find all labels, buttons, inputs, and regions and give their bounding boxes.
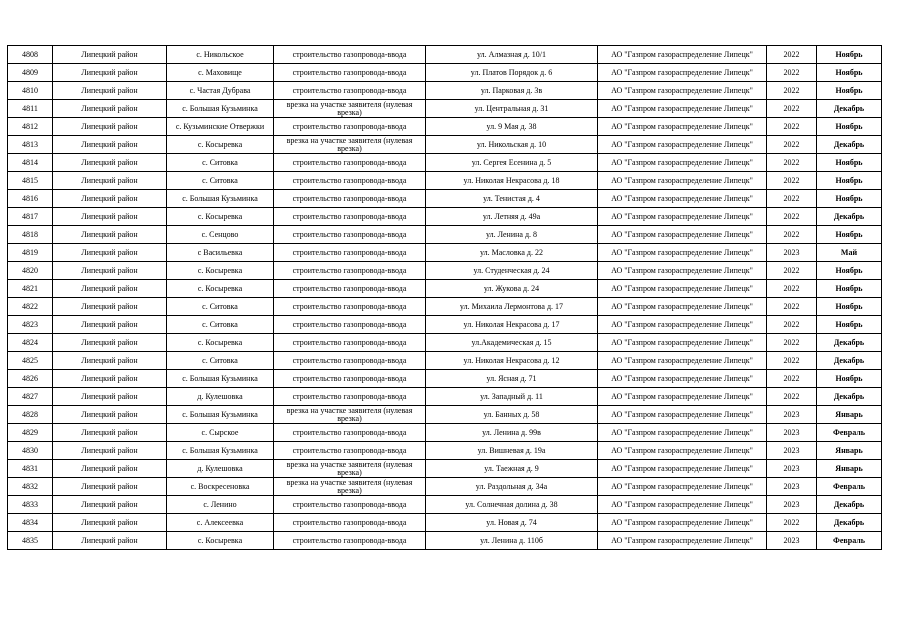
row-number-cell: 4834 — [8, 514, 53, 532]
organization-cell: АО "Газпром газораспределение Липецк" — [598, 100, 767, 118]
table-row — [8, 100, 882, 118]
organization-cell: АО "Газпром газораспределение Липецк" — [598, 478, 767, 496]
organization-cell: АО "Газпром газораспределение Липецк" — [598, 406, 767, 424]
address-cell: ул. Таежная д. 9 — [426, 460, 598, 478]
work-type-cell: строительство газопровода-ввода — [274, 334, 426, 352]
month-cell: Ноябрь — [817, 370, 882, 388]
year-cell: 2022 — [767, 64, 817, 82]
work-type-cell: строительство газопровода-ввода — [274, 82, 426, 100]
row-number-cell: 4822 — [8, 298, 53, 316]
year-cell: 2022 — [767, 190, 817, 208]
address-cell: ул. Ленина д. 8 — [426, 226, 598, 244]
month-cell: Ноябрь — [817, 82, 882, 100]
row-number-cell: 4829 — [8, 424, 53, 442]
table-row — [8, 154, 882, 172]
month-cell: Декабрь — [817, 334, 882, 352]
table-row — [8, 298, 882, 316]
settlement-cell: с Васильевка — [167, 244, 274, 262]
month-cell: Февраль — [817, 478, 882, 496]
month-cell: Ноябрь — [817, 316, 882, 334]
work-type-cell: строительство газопровода-ввода — [274, 226, 426, 244]
work-type-cell: строительство газопровода-ввода — [274, 388, 426, 406]
table-row — [8, 442, 882, 460]
settlement-cell: с. Маховище — [167, 64, 274, 82]
year-cell: 2022 — [767, 388, 817, 406]
district-cell: Липецкий район — [53, 100, 167, 118]
district-cell: Липецкий район — [53, 334, 167, 352]
address-cell: ул. Центральная д. 31 — [426, 100, 598, 118]
month-cell: Май — [817, 244, 882, 262]
organization-cell: АО "Газпром газораспределение Липецк" — [598, 298, 767, 316]
work-type-cell: строительство газопровода-ввода — [274, 46, 426, 64]
work-type-cell: строительство газопровода-ввода — [274, 190, 426, 208]
month-cell: Декабрь — [817, 514, 882, 532]
year-cell: 2022 — [767, 370, 817, 388]
district-cell: Липецкий район — [53, 442, 167, 460]
district-cell: Липецкий район — [53, 370, 167, 388]
settlement-cell: д. Кулешовка — [167, 388, 274, 406]
district-cell: Липецкий район — [53, 262, 167, 280]
organization-cell: АО "Газпром газораспределение Липецк" — [598, 82, 767, 100]
year-cell: 2022 — [767, 136, 817, 154]
row-number-cell: 4814 — [8, 154, 53, 172]
month-cell: Декабрь — [817, 100, 882, 118]
row-number-cell: 4819 — [8, 244, 53, 262]
work-type-cell: строительство газопровода-ввода — [274, 316, 426, 334]
table-row — [8, 316, 882, 334]
work-type-cell: строительство газопровода-ввода — [274, 208, 426, 226]
table-row — [8, 532, 882, 550]
settlement-cell: с. Кузьминские Отвержки — [167, 118, 274, 136]
address-cell: ул. Жукова д. 24 — [426, 280, 598, 298]
table-row — [8, 118, 882, 136]
organization-cell: АО "Газпром газораспределение Липецк" — [598, 532, 767, 550]
organization-cell: АО "Газпром газораспределение Липецк" — [598, 334, 767, 352]
work-type-cell: врезка на участке заявителя (нулевая врезка) — [274, 100, 426, 118]
settlement-cell: с. Косыревка — [167, 280, 274, 298]
organization-cell: АО "Газпром газораспределение Липецк" — [598, 280, 767, 298]
settlement-cell: с. Никольское — [167, 46, 274, 64]
settlement-cell: с. Ситовка — [167, 352, 274, 370]
district-cell: Липецкий район — [53, 280, 167, 298]
district-cell: Липецкий район — [53, 82, 167, 100]
table-row — [8, 190, 882, 208]
district-cell: Липецкий район — [53, 190, 167, 208]
address-cell: ул.Академическая д. 15 — [426, 334, 598, 352]
organization-cell: АО "Газпром газораспределение Липецк" — [598, 388, 767, 406]
organization-cell: АО "Газпром газораспределение Липецк" — [598, 208, 767, 226]
work-type-cell: врезка на участке заявителя (нулевая врезка) — [274, 460, 426, 478]
settlement-cell: с. Ситовка — [167, 298, 274, 316]
work-type-cell: строительство газопровода-ввода — [274, 262, 426, 280]
address-cell: ул. Летняя д. 49а — [426, 208, 598, 226]
address-cell: ул. Вишневая д. 19а — [426, 442, 598, 460]
address-cell: ул. Николая Некрасова д. 18 — [426, 172, 598, 190]
address-cell: ул. Ленина д. 99в — [426, 424, 598, 442]
year-cell: 2023 — [767, 478, 817, 496]
address-cell: ул. Новая д. 74 — [426, 514, 598, 532]
month-cell: Ноябрь — [817, 280, 882, 298]
district-cell: Липецкий район — [53, 208, 167, 226]
address-cell: ул. Ясная д. 71 — [426, 370, 598, 388]
settlement-cell: с. Частая Дубрава — [167, 82, 274, 100]
table-row — [8, 280, 882, 298]
organization-cell: АО "Газпром газораспределение Липецк" — [598, 496, 767, 514]
address-cell: ул. Банных д. 58 — [426, 406, 598, 424]
row-number-cell: 4832 — [8, 478, 53, 496]
month-cell: Декабрь — [817, 208, 882, 226]
table-row — [8, 82, 882, 100]
year-cell: 2023 — [767, 442, 817, 460]
settlement-cell: с. Косыревка — [167, 208, 274, 226]
row-number-cell: 4811 — [8, 100, 53, 118]
organization-cell: АО "Газпром газораспределение Липецк" — [598, 154, 767, 172]
month-cell: Ноябрь — [817, 226, 882, 244]
row-number-cell: 4833 — [8, 496, 53, 514]
month-cell: Ноябрь — [817, 262, 882, 280]
district-cell: Липецкий район — [53, 316, 167, 334]
settlement-cell: с. Косыревка — [167, 334, 274, 352]
district-cell: Липецкий район — [53, 424, 167, 442]
row-number-cell: 4817 — [8, 208, 53, 226]
work-type-cell: врезка на участке заявителя (нулевая врезка) — [274, 406, 426, 424]
district-cell: Липецкий район — [53, 406, 167, 424]
row-number-cell: 4821 — [8, 280, 53, 298]
settlement-cell: с. Большая Кузьминка — [167, 442, 274, 460]
table-row — [8, 352, 882, 370]
month-cell: Ноябрь — [817, 118, 882, 136]
table-row — [8, 406, 882, 424]
organization-cell: АО "Газпром газораспределение Липецк" — [598, 244, 767, 262]
address-cell: ул. Студенческая д. 24 — [426, 262, 598, 280]
district-cell: Липецкий район — [53, 172, 167, 190]
district-cell: Липецкий район — [53, 514, 167, 532]
work-type-cell: строительство газопровода-ввода — [274, 172, 426, 190]
organization-cell: АО "Газпром газораспределение Липецк" — [598, 370, 767, 388]
work-type-cell: строительство газопровода-ввода — [274, 244, 426, 262]
table-row — [8, 172, 882, 190]
work-type-cell: строительство газопровода-ввода — [274, 64, 426, 82]
organization-cell: АО "Газпром газораспределение Липецк" — [598, 136, 767, 154]
work-type-cell: строительство газопровода-ввода — [274, 496, 426, 514]
table-row — [8, 460, 882, 478]
settlement-cell: с. Косыревка — [167, 136, 274, 154]
organization-cell: АО "Газпром газораспределение Липецк" — [598, 172, 767, 190]
organization-cell: АО "Газпром газораспределение Липецк" — [598, 316, 767, 334]
work-type-cell: строительство газопровода-ввода — [274, 424, 426, 442]
table-row — [8, 244, 882, 262]
organization-cell: АО "Газпром газораспределение Липецк" — [598, 118, 767, 136]
address-cell: ул. Николая Некрасова д. 12 — [426, 352, 598, 370]
address-cell: ул. 9 Мая д. 38 — [426, 118, 598, 136]
table-row — [8, 370, 882, 388]
organization-cell: АО "Газпром газораспределение Липецк" — [598, 442, 767, 460]
organization-cell: АО "Газпром газораспределение Липецк" — [598, 190, 767, 208]
address-cell: ул. Западный д. 11 — [426, 388, 598, 406]
work-type-cell: строительство газопровода-ввода — [274, 298, 426, 316]
work-type-cell: строительство газопровода-ввода — [274, 118, 426, 136]
settlement-cell: с. Косыревка — [167, 532, 274, 550]
year-cell: 2023 — [767, 424, 817, 442]
settlement-cell: д. Кулешовка — [167, 460, 274, 478]
settlement-cell: с. Алексеевка — [167, 514, 274, 532]
row-number-cell: 4812 — [8, 118, 53, 136]
year-cell: 2022 — [767, 280, 817, 298]
district-cell: Липецкий район — [53, 496, 167, 514]
organization-cell: АО "Газпром газораспределение Липецк" — [598, 424, 767, 442]
address-cell: ул. Михаила Лермонтова д. 17 — [426, 298, 598, 316]
row-number-cell: 4825 — [8, 352, 53, 370]
settlement-cell: с. Большая Кузьминка — [167, 370, 274, 388]
year-cell: 2022 — [767, 352, 817, 370]
table-row — [8, 46, 882, 64]
year-cell: 2023 — [767, 496, 817, 514]
district-cell: Липецкий район — [53, 352, 167, 370]
district-cell: Липецкий район — [53, 118, 167, 136]
month-cell: Ноябрь — [817, 172, 882, 190]
table-row — [8, 334, 882, 352]
settlement-cell: с. Большая Кузьминка — [167, 406, 274, 424]
address-cell: ул. Алмазная д. 10/1 — [426, 46, 598, 64]
row-number-cell: 4816 — [8, 190, 53, 208]
district-cell: Липецкий район — [53, 46, 167, 64]
settlement-cell: с. Воскресеновка — [167, 478, 274, 496]
settlement-cell: с. Ситовка — [167, 172, 274, 190]
year-cell: 2022 — [767, 262, 817, 280]
settlement-cell: с. Большая Кузьминка — [167, 100, 274, 118]
table-body — [8, 46, 882, 550]
table-row — [8, 136, 882, 154]
district-cell: Липецкий район — [53, 532, 167, 550]
month-cell: Декабрь — [817, 352, 882, 370]
month-cell: Декабрь — [817, 496, 882, 514]
organization-cell: АО "Газпром газораспределение Липецк" — [598, 46, 767, 64]
district-cell: Липецкий район — [53, 388, 167, 406]
table-row — [8, 226, 882, 244]
year-cell: 2022 — [767, 172, 817, 190]
table-row — [8, 64, 882, 82]
table-row — [8, 262, 882, 280]
settlement-cell: с. Сенцово — [167, 226, 274, 244]
organization-cell: АО "Газпром газораспределение Липецк" — [598, 262, 767, 280]
row-number-cell: 4823 — [8, 316, 53, 334]
row-number-cell: 4809 — [8, 64, 53, 82]
row-number-cell: 4831 — [8, 460, 53, 478]
district-cell: Липецкий район — [53, 154, 167, 172]
row-number-cell: 4813 — [8, 136, 53, 154]
year-cell: 2022 — [767, 298, 817, 316]
settlement-cell: с. Ситовка — [167, 154, 274, 172]
year-cell: 2022 — [767, 208, 817, 226]
table-row — [8, 208, 882, 226]
address-cell: ул. Ленина д. 110б — [426, 532, 598, 550]
month-cell: Январь — [817, 460, 882, 478]
year-cell: 2022 — [767, 514, 817, 532]
work-type-cell: строительство газопровода-ввода — [274, 532, 426, 550]
document-page — [7, 45, 881, 550]
year-cell: 2022 — [767, 334, 817, 352]
year-cell: 2023 — [767, 532, 817, 550]
month-cell: Ноябрь — [817, 154, 882, 172]
address-cell: ул. Масловка д. 22 — [426, 244, 598, 262]
address-cell: ул. Николая Некрасова д. 17 — [426, 316, 598, 334]
district-cell: Липецкий район — [53, 64, 167, 82]
district-cell: Липецкий район — [53, 478, 167, 496]
address-cell: ул. Парковая д. 3в — [426, 82, 598, 100]
work-type-cell: врезка на участке заявителя (нулевая врезка) — [274, 478, 426, 496]
month-cell: Декабрь — [817, 388, 882, 406]
organization-cell: АО "Газпром газораспределение Липецк" — [598, 64, 767, 82]
organization-cell: АО "Газпром газораспределение Липецк" — [598, 514, 767, 532]
row-number-cell: 4818 — [8, 226, 53, 244]
month-cell: Январь — [817, 442, 882, 460]
settlement-cell: с. Ленино — [167, 496, 274, 514]
gas-connection-table — [7, 45, 882, 550]
month-cell: Ноябрь — [817, 298, 882, 316]
row-number-cell: 4820 — [8, 262, 53, 280]
table-row — [8, 478, 882, 496]
row-number-cell: 4808 — [8, 46, 53, 64]
organization-cell: АО "Газпром газораспределение Липецк" — [598, 352, 767, 370]
row-number-cell: 4826 — [8, 370, 53, 388]
work-type-cell: строительство газопровода-ввода — [274, 370, 426, 388]
organization-cell: АО "Газпром газораспределение Липецк" — [598, 460, 767, 478]
year-cell: 2022 — [767, 226, 817, 244]
table-row — [8, 424, 882, 442]
work-type-cell: врезка на участке заявителя (нулевая врезка) — [274, 136, 426, 154]
address-cell: ул. Раздольная д. 34а — [426, 478, 598, 496]
address-cell: ул. Сергея Есенина д. 5 — [426, 154, 598, 172]
month-cell: Декабрь — [817, 136, 882, 154]
address-cell: ул. Никольская д. 10 — [426, 136, 598, 154]
row-number-cell: 4810 — [8, 82, 53, 100]
organization-cell: АО "Газпром газораспределение Липецк" — [598, 226, 767, 244]
table-row — [8, 496, 882, 514]
year-cell: 2022 — [767, 316, 817, 334]
row-number-cell: 4824 — [8, 334, 53, 352]
row-number-cell: 4815 — [8, 172, 53, 190]
year-cell: 2022 — [767, 100, 817, 118]
year-cell: 2023 — [767, 244, 817, 262]
row-number-cell: 4828 — [8, 406, 53, 424]
district-cell: Липецкий район — [53, 244, 167, 262]
month-cell: Ноябрь — [817, 64, 882, 82]
year-cell: 2022 — [767, 154, 817, 172]
year-cell: 2022 — [767, 82, 817, 100]
row-number-cell: 4835 — [8, 532, 53, 550]
table-row — [8, 514, 882, 532]
month-cell: Январь — [817, 406, 882, 424]
settlement-cell: с. Ситовка — [167, 316, 274, 334]
district-cell: Липецкий район — [53, 298, 167, 316]
work-type-cell: строительство газопровода-ввода — [274, 154, 426, 172]
month-cell: Февраль — [817, 424, 882, 442]
settlement-cell: с. Сырское — [167, 424, 274, 442]
year-cell: 2023 — [767, 460, 817, 478]
month-cell: Февраль — [817, 532, 882, 550]
row-number-cell: 4830 — [8, 442, 53, 460]
work-type-cell: строительство газопровода-ввода — [274, 514, 426, 532]
row-number-cell: 4827 — [8, 388, 53, 406]
work-type-cell: строительство газопровода-ввода — [274, 280, 426, 298]
address-cell: ул. Солнечная долина д. 38 — [426, 496, 598, 514]
year-cell: 2022 — [767, 46, 817, 64]
work-type-cell: строительство газопровода-ввода — [274, 442, 426, 460]
month-cell: Ноябрь — [817, 190, 882, 208]
year-cell: 2023 — [767, 406, 817, 424]
district-cell: Липецкий район — [53, 136, 167, 154]
work-type-cell: строительство газопровода-ввода — [274, 352, 426, 370]
district-cell: Липецкий район — [53, 460, 167, 478]
month-cell: Ноябрь — [817, 46, 882, 64]
settlement-cell: с. Большая Кузьминка — [167, 190, 274, 208]
table-row — [8, 388, 882, 406]
district-cell: Липецкий район — [53, 226, 167, 244]
year-cell: 2022 — [767, 118, 817, 136]
address-cell: ул. Тенистая д. 4 — [426, 190, 598, 208]
address-cell: ул. Платов Порядок д. 6 — [426, 64, 598, 82]
settlement-cell: с. Косыревка — [167, 262, 274, 280]
